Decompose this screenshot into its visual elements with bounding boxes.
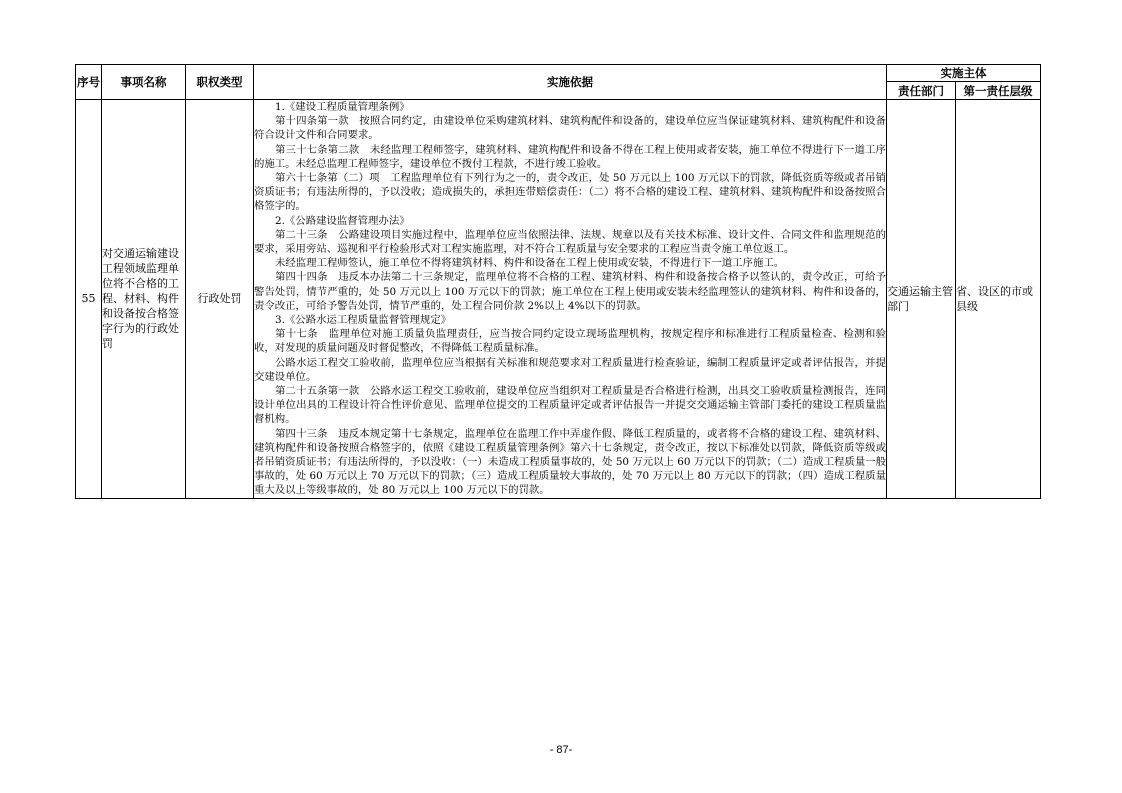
basis-paragraph: 第十四条第一款 按照合同约定，由建设单位采购建筑材料、建筑构配件和设备的，建设单位应当保证建筑材料、建筑构配件和设备符合设计文件和合同要求。	[254, 115, 886, 142]
basis-paragraph: 第四十四条 违反本办法第二十三条规定，监理单位将不合格的工程、建筑材料、构件和设备按合格予以签认的，责令改正，可给予警告处罚，情节严重的，处 50 万元以上 100 万元以下的罚款；施工单位在工程上使用或安装未经监理签认的建筑材料、构件和设备的，责令改正，可给予警告处罚，情节严重的，处工程合同价款 2%以上 4%以下的罚款。	[254, 271, 886, 312]
table-row	[76, 100, 1041, 499]
header-subject: 实施主体	[887, 65, 1041, 82]
enforcement-table	[75, 64, 1041, 499]
basis-paragraph: 第三十七条第二款 未经监理工程师签字，建筑材料、建筑构配件和设备不得在工程上使用或者安装，施工单位不得进行下一道工序的施工。未经总监理工程师签字，建设单位不拨付工程款，不进行竣工验收。	[254, 143, 886, 170]
row-type: 行政处罚	[186, 100, 254, 499]
row-dept: 交通运输主管部门	[887, 100, 956, 499]
header-level: 第一责任层级	[956, 82, 1041, 100]
basis-paragraph: 第二十五条第一款 公路水运工程交工验收前，建设单位应当组织对工程质量是否合格进行检测，出具交工验收质量检测报告，连同设计单位出具的工程设计符合性评价意见、监理单位提交的工程质量评定或者评估报告一并提交交通运输主管部门委托的建设工程质量监督机构。	[254, 385, 886, 426]
row-level: 省、设区的市或县级	[956, 100, 1041, 499]
header-basis: 实施依据	[254, 65, 887, 100]
row-name: 对交通运输建设工程领域监理单位将不合格的工程、材料、构件和设备按合格签字行为的行政处罚	[102, 100, 186, 499]
basis-heading: 2.《公路建设监督管理办法》	[275, 214, 410, 227]
row-basis	[254, 100, 887, 499]
header-dept: 责任部门	[887, 82, 956, 100]
page-number: - 87-	[549, 744, 573, 756]
header-seq: 序号	[76, 65, 102, 100]
basis-paragraph: 第四十三条 违反本规定第十七条规定，监理单位在监理工作中弄虚作假、降低工程质量的，或者将不合格的建设工程、建筑材料、建筑构配件和设备按照合格签字的，依照《建设工程质量管理条例》第六十七条规定，责令改正，按以下标准处以罚款，降低资质等级或者吊销资质证书；有违法所得的，予以没收：（一）未造成工程质量事故的，处 50 万元以上 60 万元以下的罚款；（二）造成工程质量一般事故的，处 60 万元以上 70 万元以下的罚款；（三）造成工程质量较大事故的，处 70 万元以上 80 万元以下的罚款；（四）造成工程质量重大及以上等级事故的，处 80 万元以上 100 万元以下的罚款。	[254, 427, 886, 497]
basis-heading: 1.《建设工程质量管理条例》	[275, 101, 410, 113]
basis-paragraph: 第二十三条 公路建设项目实施过程中，监理单位应当依照法律、法规、规章以及有关技术标准、设计文件、合同文件和监理规范的要求，采用旁站、巡视和平行检验形式对工程实施监理，对不符合工程质量与安全要求的工程应当责令施工单位返工。	[254, 228, 886, 256]
basis-paragraph: 公路水运工程交工验收前，监理单位应当根据有关标准和规范要求对工程质量进行检查验证，编制工程质量评定或者评估报告，并提交建设单位。	[254, 356, 886, 383]
header-name: 事项名称	[102, 65, 186, 100]
row-seq: 55	[76, 100, 102, 499]
header-type: 职权类型	[186, 65, 254, 100]
basis-paragraph: 第十七条 监理单位对施工质量负监理责任，应当按合同约定设立现场监理机构，按规定程序和标准进行工程质量检查、检测和验收，对发现的质量问题及时督促整改，不得降低工程质量标准。	[254, 328, 886, 355]
basis-paragraph: 未经监理工程师签认，施工单位不得将建筑材料、构件和设备在工程上使用或安装，不得进行下一道工序施工。	[275, 257, 785, 270]
basis-paragraph: 第六十七条第（二）项 工程监理单位有下列行为之一的，责令改正，处 50 万元以上 100 万元以下的罚款，降低资质等级或者吊销资质证书；有违法所得的，予以没收；造成损失的，承担连带赔偿责任：（二）将不合格的建设工程、建筑材料、建筑构配件和设备按照合格签字的。	[254, 172, 886, 213]
basis-heading: 3.《公路水运工程质量监督管理规定》	[275, 314, 452, 327]
